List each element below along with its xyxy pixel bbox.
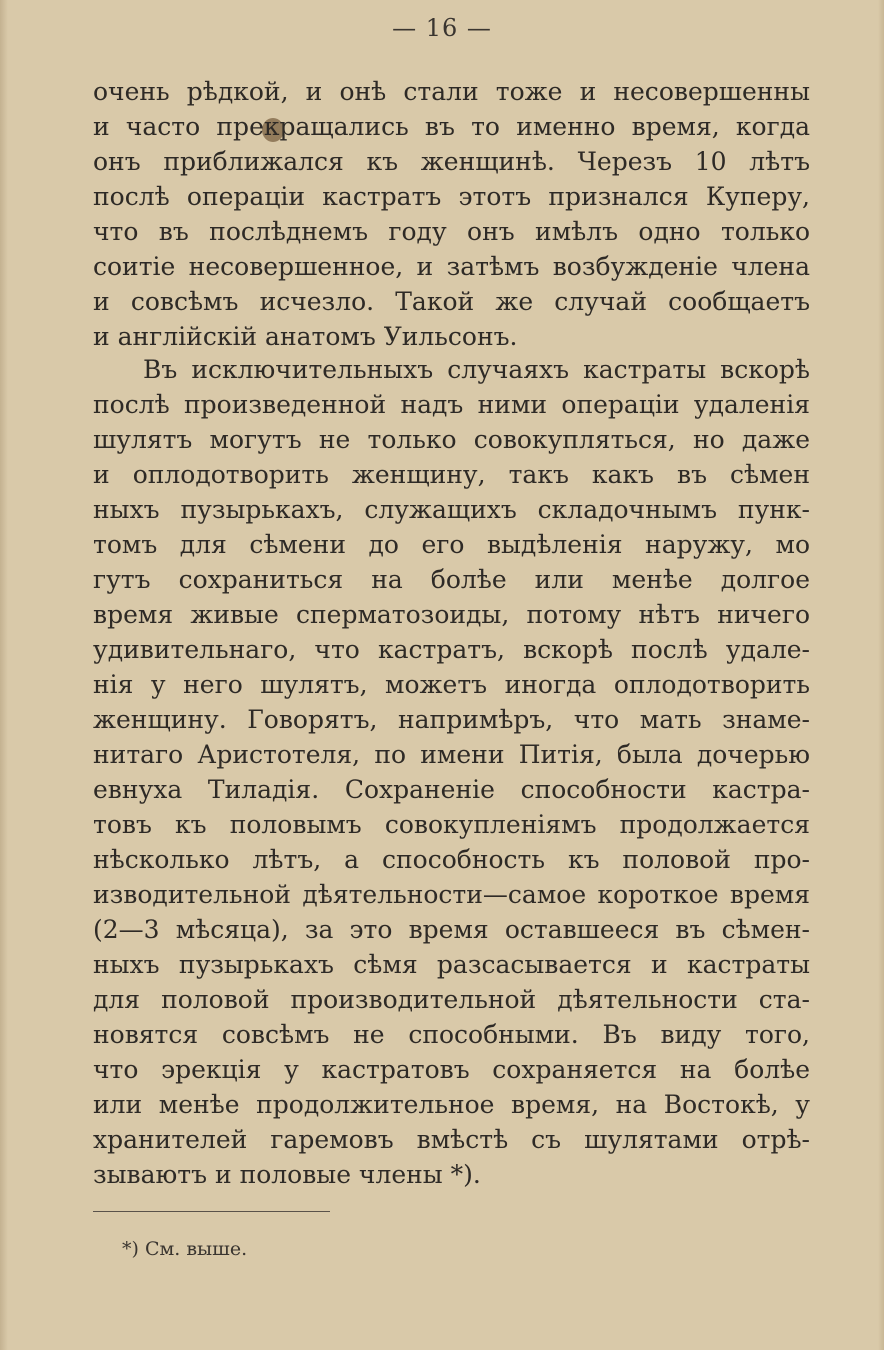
text-line: томъ для сѣмени до его выдѣленія наружу, мо — [93, 530, 810, 559]
page-edge-left — [0, 0, 8, 1350]
text-line: соитіе несовершенное, и затѣмъ возбужденіе члена — [93, 252, 810, 281]
text-line: онъ приближался къ женщинѣ. Черезъ 10 лѣтъ — [93, 147, 810, 176]
text-line: (2—3 мѣсяца), за это время оставшееся въ сѣмен- — [93, 915, 810, 944]
text-line: нѣсколько лѣтъ, а способность къ половой про- — [93, 845, 810, 874]
text-line: что эрекція у кастратовъ сохраняется на болѣе — [93, 1055, 810, 1084]
text-line: и совсѣмъ исчезло. Такой же случай сообщаетъ — [93, 287, 810, 316]
text-line: послѣ операціи кастратъ этотъ признался Куперу, — [93, 182, 810, 211]
text-line: послѣ произведенной надъ ними операціи удаленія — [93, 390, 810, 419]
footnote-divider — [93, 1211, 330, 1212]
text-line: или менѣе продолжительное время, на Востокѣ, у — [93, 1090, 810, 1119]
footnote: *) См. выше. — [122, 1238, 248, 1260]
text-line: что въ послѣднемъ году онъ имѣлъ одно только — [93, 217, 810, 246]
text-line: шулятъ могутъ не только совокупляться, но даже — [93, 425, 810, 454]
text-line: и часто прекращались въ то именно время, когда — [93, 112, 810, 141]
text-line: товъ къ половымъ совокупленіямъ продолжается — [93, 810, 810, 839]
text-line: новятся совсѣмъ не способными. Въ виду того, — [93, 1020, 810, 1049]
text-line: нія у него шулятъ, можетъ иногда оплодотворить — [93, 670, 810, 699]
text-line: очень рѣдкой, и онѣ стали тоже и несовершенны — [93, 77, 810, 106]
text-line: женщину. Говорятъ, напримѣръ, что мать знаме- — [93, 705, 810, 734]
text-line: хранителей гаремовъ вмѣстѣ съ шулятами отрѣ- — [93, 1125, 810, 1154]
text-line: удивительнаго, что кастратъ, вскорѣ послѣ удале- — [93, 635, 810, 664]
text-line: и англійскій анатомъ Уильсонъ. — [93, 322, 518, 351]
text-line: и оплодотворить женщину, такъ какъ въ сѣмен — [93, 460, 810, 489]
text-line: ныхъ пузырькахъ, служащихъ складочнымъ пунк- — [93, 495, 810, 524]
text-line: для половой производительной дѣятельности ста- — [93, 985, 810, 1014]
text-line: изводительной дѣятельности—самое короткое время — [93, 880, 810, 909]
page-number: — 16 — — [392, 14, 492, 42]
paragraph-first-line: Въ исключительныхъ случаяхъ кастраты вскорѣ — [143, 355, 810, 384]
text-line: евнуха Тиладія. Сохраненіе способности кастра- — [93, 775, 810, 804]
page-edge-right — [878, 0, 884, 1350]
text-line: ныхъ пузырькахъ сѣмя разсасывается и кастраты — [93, 950, 810, 979]
text-line: гутъ сохраниться на болѣе или менѣе долгое — [93, 565, 810, 594]
text-line: зываютъ и половые члены *). — [93, 1160, 481, 1189]
text-line: время живые сперматозоиды, потому нѣтъ ничего — [93, 600, 810, 629]
text-line: нитаго Аристотеля, по имени Питія, была дочерью — [93, 740, 810, 769]
